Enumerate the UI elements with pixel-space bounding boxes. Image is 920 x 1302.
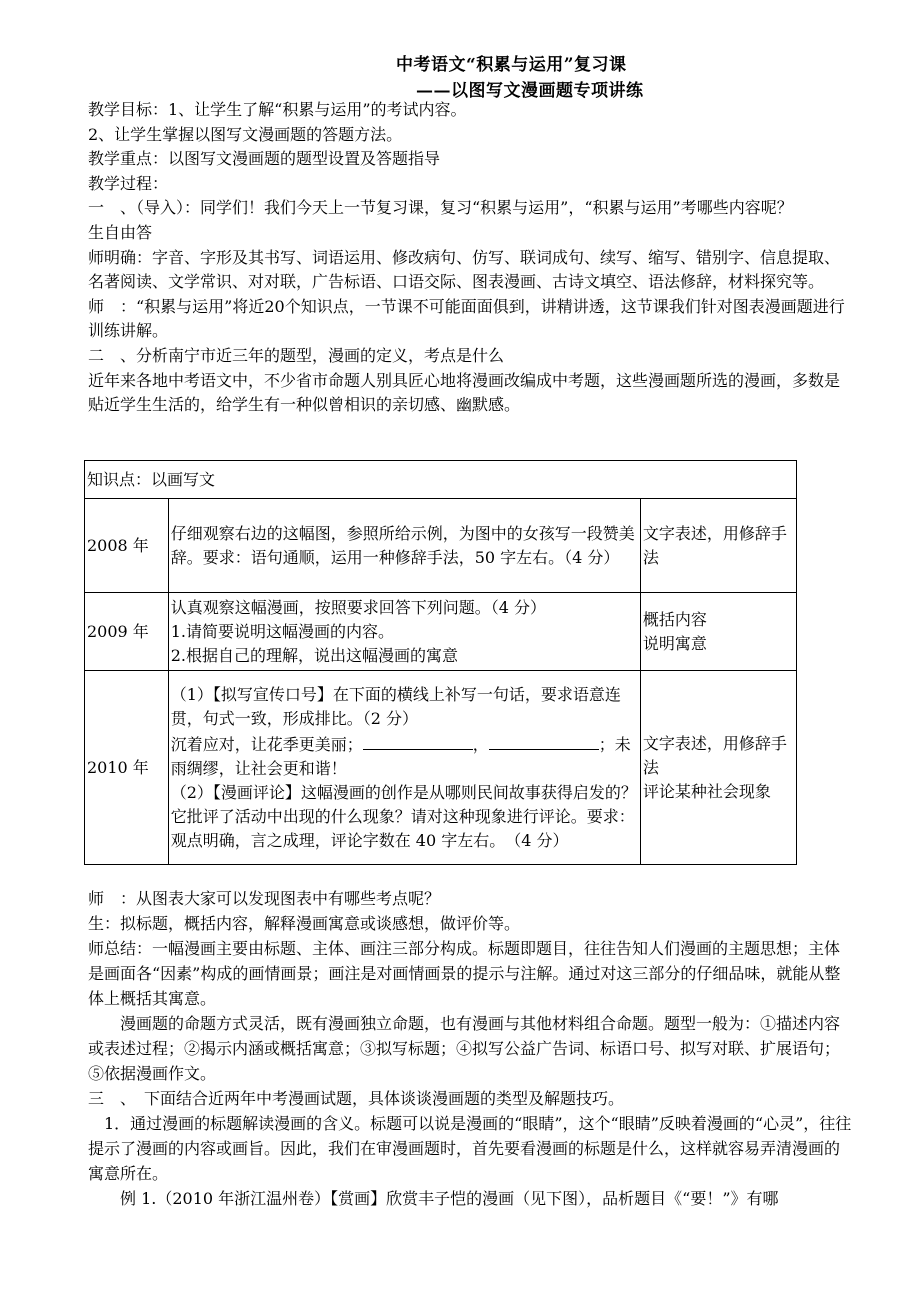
intro-section [88,98,852,418]
lower-section [88,886,852,1211]
content-cell [168,593,640,671]
answer-blank [363,731,473,750]
year-cell: 2009 年 [85,593,169,671]
teaching-process: 教学过程： [88,173,169,193]
answer-blank [489,731,599,750]
year-cell: 2010 年 [85,671,169,865]
document-title: 中考语文“积累与运用”复习课 [396,55,627,75]
note-cell [640,671,796,865]
table-header-cell: 知识点：以画写文 [85,461,797,499]
technique-1: 1．通过漫画的标题解读漫画的含义。标题可以说是漫画的“眼睛”，这个“眼睛”反映着漫画的“心灵”，往往提示了漫画的内容或画旨。因此，我们在审漫画题时，首先要看漫画的标题是什么，这样就容易弄清漫画的寓意所在。 [88,1114,852,1183]
student-reply: 生：拟标题，概括内容，解释漫画寓意或谈感想，做评价等。 [88,914,521,933]
content-line: 1.请简要说明这幅漫画的内容。 [170,621,394,641]
teaching-focus: 教学重点：以图写文漫画题的题型设置及答题指导 [88,149,441,169]
question-types: 漫画题的命题方式灵活，既有漫画独立命题，也有漫画与其他材料组合命题。题型一般为：①描述内容或表述过程；②揭示内涵或概括寓意；③拟写标题；④拟写公益广告词、标语口号、拟写对联、扩展语句；⑤依据漫画作文。 [88,1014,841,1083]
note-cell: 文字表述，用修辞手法 [640,499,796,593]
teacher-note: 师 ：“积累与运用”将近20个知识点，一节课不可能面面俱到，讲精讲透，这节课我们针对图表漫画题进行训练讲解。 [88,296,845,341]
content-line: 认真观察这幅漫画，按照要求回答下列问题。（4 分） [170,597,546,617]
year-cell: 2008 年 [85,499,169,593]
document-subtitle: ——以图写文漫画题专项讲练 [416,81,644,101]
note-line: 文字表述，用修辞手法 [642,733,787,777]
content-paragraph: （1）【拟写宣传口号】在下面的横线上补写一句话，要求语意连贯，句式一致，形成排比。（2 分） [170,684,621,728]
teacher-clarify: 师明确：字音、字形及其书写、词语运用、修改病句、仿写、联词成句、续写、缩写、错别字、信息提取、名著阅读、文学常识、对对联，广告标语、口语交际、图表漫画、古诗文填空、语法修辞，材料探究等。 [88,247,841,292]
table-row [85,593,797,671]
step-3: 三 、 下面结合近两年中考漫画试题，具体谈谈漫画题的类型及解题技巧。 [88,1089,625,1108]
step-2: 二 、分析南宁市近三年的题型，漫画的定义，考点是什么 [88,345,505,365]
content-cell [168,671,640,865]
content-line: 2.根据自己的理解，说出这幅漫画的寓意 [170,645,458,665]
note-line: 概括内容 [642,609,707,629]
teaching-goal-2: 2、让学生掌握以图写文漫画题的答题方法。 [88,124,403,144]
table-row [85,499,797,593]
teacher-question: 师 ：从图表大家可以发现图表中有哪些考点呢？ [88,889,441,908]
teaching-goal-1: 教学目标：1、让学生了解“积累与运用”的考试内容。 [88,100,467,119]
content-paragraph: （2）【漫画评论】这幅漫画的创作是从哪则民间故事获得启发的？它批评了活动中出现的什么现象？请对这种现象进行评论。要求：观点明确，言之成理，评论字数在 40 字左右。 （4 分） [170,782,637,850]
table-header-row [85,461,797,499]
content-cell: 仔细观察右边的这幅图，参照所给示例，为图中的女孩写一段赞美辞。要求：语句通顺，运用一种修辞手法，50 字左右。（4 分） [168,499,640,593]
table-row [85,671,797,865]
teacher-summary: 师总结：一幅漫画主要由标题、主体、画注三部分构成。标题即题目，往往告知人们漫画的主题思想；主体是画面各“因素”构成的画情画景；画注是对画情画景的提示与注解。通过对这三部分的仔细品味，就能从整体上概括其寓意。 [88,939,841,1008]
content-fill-blank: 沉着应对，让花季更美丽； ， ；未雨绸缪，让社会更和谐！ [171,731,638,781]
note-line: 评论某种社会现象 [642,781,771,801]
knowledge-table [84,460,797,865]
step-1: 一 、（导入）：同学们！我们今天上一节复习课，复习“积累与运用”，“积累与运用”考哪些内容呢？ [88,198,793,218]
step-2-text: 近年来各地中考语文中，不少省市命题人别具匠心地将漫画改编成中考题，这些漫画题所选的漫画，多数是贴近学生生活的，给学生有一种似曾相识的亲切感、幽默感。 [88,370,841,415]
example-1: 例 1.（2010 年浙江温州卷）【赏画】欣赏丰子恺的漫画（见下图），品析题目《“要！”》有哪 [120,1189,779,1208]
student-answer: 生自由答 [88,222,153,242]
note-line: 说明寓意 [642,633,707,653]
note-cell [640,593,796,671]
